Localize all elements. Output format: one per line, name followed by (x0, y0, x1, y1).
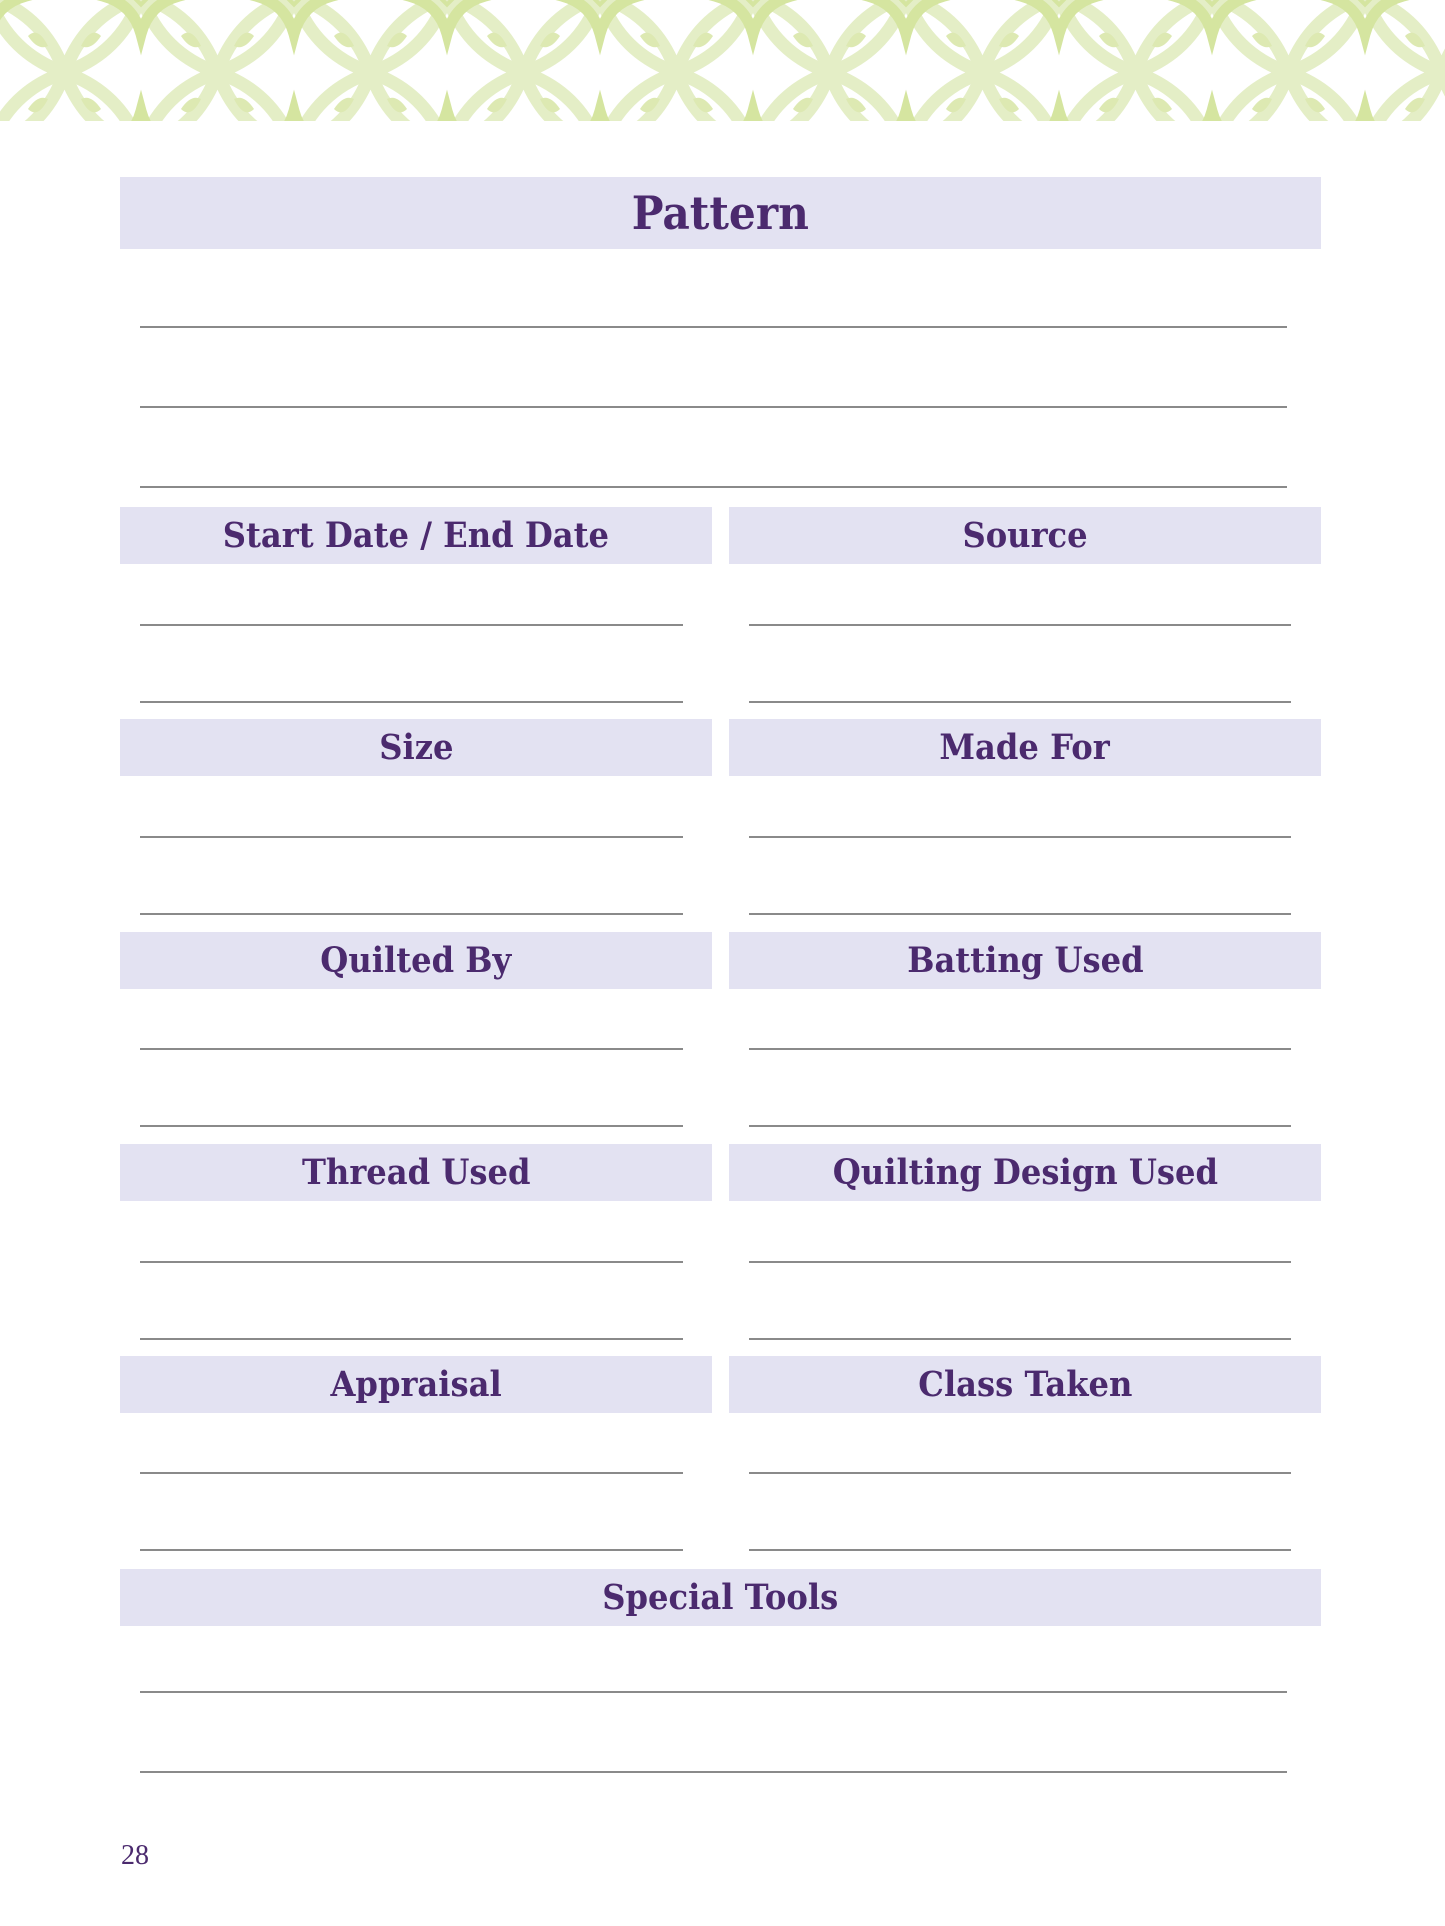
quilted-by-line-1[interactable] (140, 1048, 683, 1050)
section-label: Thread Used (301, 1152, 531, 1193)
section-heading-special-tools (120, 1569, 1321, 1626)
size-line-2[interactable] (140, 913, 683, 915)
section-label: Quilted By (320, 940, 512, 981)
section-label: Made For (939, 727, 1111, 768)
source-line-2[interactable] (749, 701, 1291, 703)
decorative-banner (0, 0, 1445, 121)
made-for-line-2[interactable] (749, 913, 1291, 915)
section-label: Appraisal (330, 1364, 502, 1405)
section-heading-start-end-date (120, 507, 712, 564)
section-label: Special Tools (602, 1577, 839, 1618)
start-end-date-line-2[interactable] (140, 701, 683, 703)
class-taken-line-2[interactable] (749, 1549, 1291, 1551)
batting-used-line-2[interactable] (749, 1125, 1291, 1127)
thread-used-line-1[interactable] (140, 1261, 683, 1263)
pattern-entry-line-2[interactable] (140, 406, 1287, 408)
special-tools-line-1[interactable] (140, 1691, 1287, 1693)
quilting-design-used-line-1[interactable] (749, 1261, 1291, 1263)
source-line-1[interactable] (749, 624, 1291, 626)
start-end-date-line-1[interactable] (140, 624, 683, 626)
thread-used-line-2[interactable] (140, 1338, 683, 1340)
section-heading-thread-used (120, 1144, 712, 1201)
section-heading-made-for (729, 719, 1321, 776)
section-heading-quilted-by (120, 932, 712, 989)
section-heading-batting-used (729, 932, 1321, 989)
section-label: Batting Used (906, 940, 1144, 981)
section-label: Source (962, 515, 1088, 556)
section-heading-source (729, 507, 1321, 564)
pattern-entry-line-1[interactable] (140, 326, 1287, 328)
appraisal-line-1[interactable] (140, 1472, 683, 1474)
section-label: Start Date / End Date (222, 515, 610, 556)
class-taken-line-1[interactable] (749, 1472, 1291, 1474)
section-heading-class-taken (729, 1356, 1321, 1413)
section-heading-appraisal (120, 1356, 712, 1413)
size-line-1[interactable] (140, 836, 683, 838)
quilting-design-used-line-2[interactable] (749, 1338, 1291, 1340)
section-heading-size (120, 719, 712, 776)
batting-used-line-1[interactable] (749, 1048, 1291, 1050)
pattern-entry-line-3[interactable] (140, 486, 1287, 488)
tile-pattern-icon (0, 0, 1445, 121)
appraisal-line-2[interactable] (140, 1549, 683, 1551)
form-title-bar (120, 177, 1321, 249)
made-for-line-1[interactable] (749, 836, 1291, 838)
section-label: Quilting Design Used (832, 1152, 1218, 1193)
page-number: 28 (121, 1840, 149, 1871)
form-title: Pattern (631, 186, 810, 240)
section-heading-quilting-design-used (729, 1144, 1321, 1201)
quilted-by-line-2[interactable] (140, 1125, 683, 1127)
section-label: Size (378, 727, 454, 768)
section-label: Class Taken (917, 1364, 1133, 1405)
special-tools-line-2[interactable] (140, 1771, 1287, 1773)
